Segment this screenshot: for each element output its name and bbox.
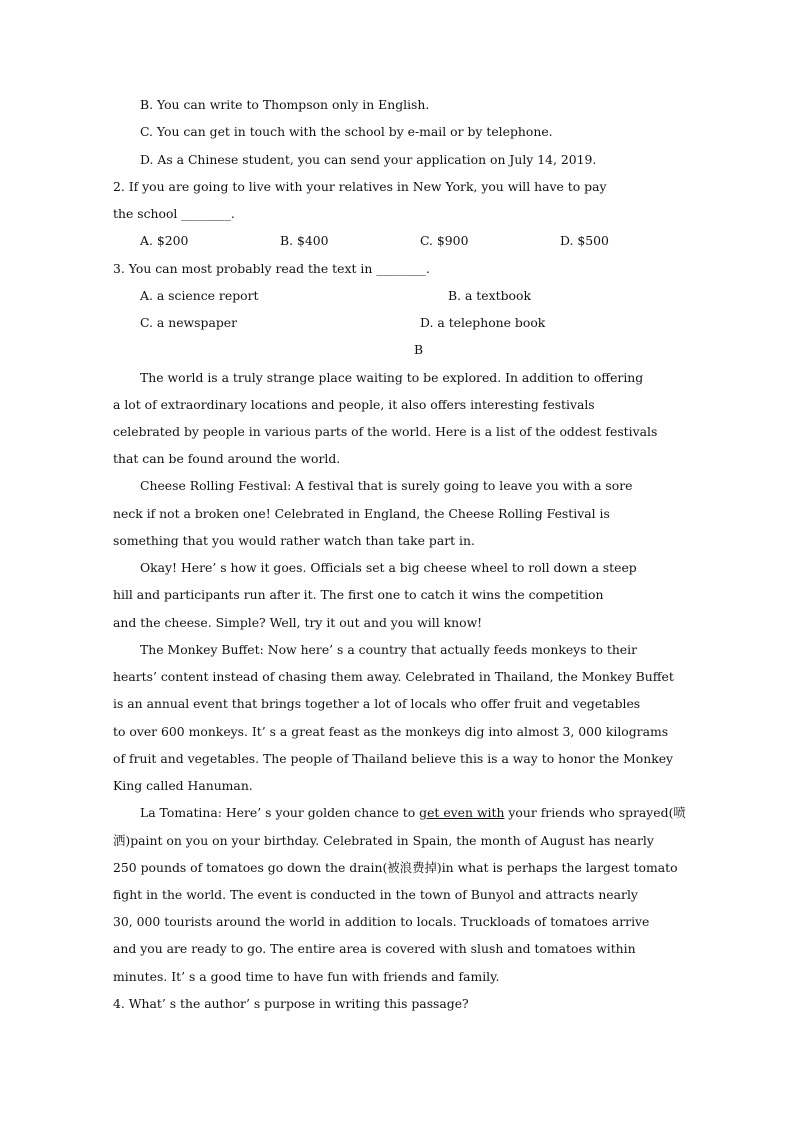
passage-line: Okay! Here’ s how it goes. Officials set a big cheese wheel to roll down a steep — [140, 560, 637, 575]
passage-line: something that you would rather watch than take part in. — [113, 533, 475, 548]
section-label: B — [414, 342, 424, 357]
q3-option-d: D. a telephone book — [420, 315, 546, 330]
passage-line: The world is a truly strange place waiting to be explored. In addition to offering — [140, 370, 644, 385]
passage-line: King called Hanuman. — [113, 778, 253, 793]
q2-option-d: D. $500 — [560, 233, 609, 248]
passage-line: The Monkey Buffet: Now here’ s a country that actually feeds monkeys to their — [140, 642, 638, 657]
passage-line: a lot of extraordinary locations and people, it also offers interesting festivals — [113, 397, 595, 412]
q2-option-b: B. $400 — [280, 233, 329, 248]
passage-line: celebrated by people in various parts of the world. Here is a list of the oddest festivals — [113, 424, 658, 439]
passage-line: hill and participants run after it. The first one to catch it wins the competition — [113, 587, 604, 602]
q3-option-a: A. a science report — [140, 288, 259, 303]
passage-line: 洒)paint on you on your birthday. Celebrated in Spain, the month of August has nearly — [113, 833, 654, 848]
passage-line: Cheese Rolling Festival: A festival that is surely going to leave you with a sore — [140, 478, 633, 493]
passage-line: of fruit and vegetables. The people of Thailand believe this is a way to honor the Monkey — [113, 751, 674, 766]
q1-option-d: D. As a Chinese student, you can send your application on July 14, 2019. — [140, 152, 597, 167]
passage-line: that can be found around the world. — [113, 451, 341, 466]
passage-line: and the cheese. Simple? Well, try it out and you will know! — [113, 615, 483, 630]
q2-option-c: C. $900 — [420, 233, 469, 248]
q1-option-b: B. You can write to Thompson only in English. — [140, 97, 430, 112]
q1-option-c: C. You can get in touch with the school by e-mail or by telephone. — [140, 124, 553, 139]
q4-stem: 4. What’ s the author’ s purpose in writing this passage? — [113, 996, 469, 1011]
q2-stem-line1: 2. If you are going to live with your relatives in New York, you will have to pay — [113, 179, 607, 194]
q3-stem: 3. You can most probably read the text in ________. — [113, 261, 430, 276]
passage-line: neck if not a broken one! Celebrated in England, the Cheese Rolling Festival is — [113, 506, 610, 521]
passage-line: is an annual event that brings together a lot of locals who offer fruit and vegetables — [113, 696, 641, 711]
underlined-phrase: get even with — [419, 805, 505, 820]
passage-text: your friends who sprayed(喷 — [504, 805, 686, 820]
q3-option-c: C. a newspaper — [140, 315, 238, 330]
passage-line: 250 pounds of tomatoes go down the drain(被浪费掉)in what is perhaps the largest tomato — [113, 860, 678, 875]
passage-line: minutes. It’ s a good time to have fun with friends and family. — [113, 969, 500, 984]
passage-line — [140, 805, 686, 821]
q2-option-a: A. $200 — [140, 233, 189, 248]
q3-option-b: B. a textbook — [448, 288, 531, 303]
passage-text: La Tomatina: Here’ s your golden chance to — [140, 805, 420, 820]
passage-line: to over 600 monkeys. It’ s a great feast as the monkeys dig into almost 3, 000 kilograms — [113, 724, 669, 739]
q2-stem-line2: the school ________. — [113, 206, 235, 221]
passage-line: and you are ready to go. The entire area is covered with slush and tomatoes within — [113, 941, 636, 956]
passage-line: fight in the world. The event is conducted in the town of Bunyol and attracts nearly — [113, 887, 638, 902]
passage-line: hearts’ content instead of chasing them away. Celebrated in Thailand, the Monkey Buffet — [113, 669, 674, 684]
passage-line: 30, 000 tourists around the world in addition to locals. Truckloads of tomatoes arrive — [113, 914, 650, 929]
